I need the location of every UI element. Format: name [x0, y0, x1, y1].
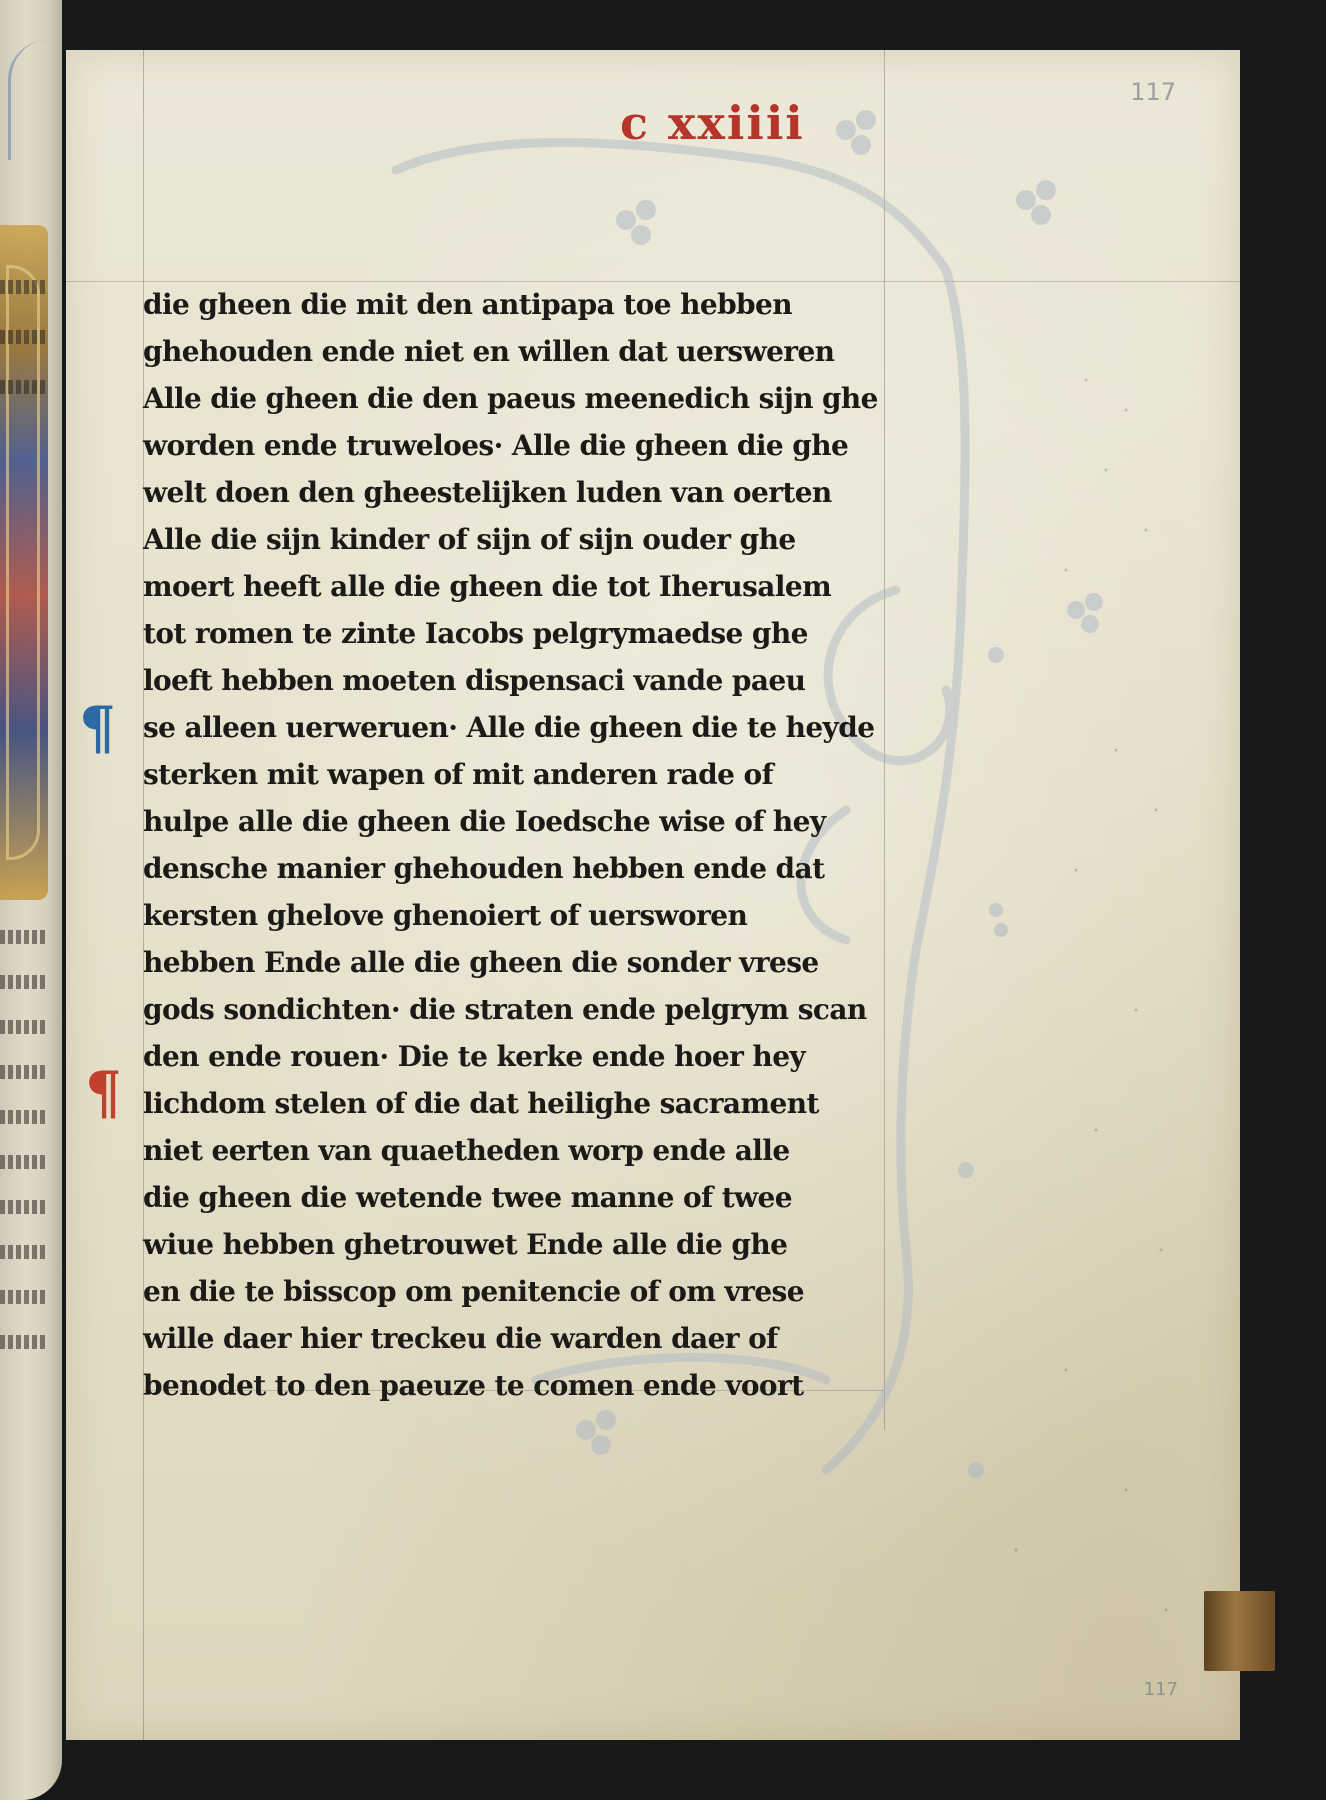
- text-line: wille daer hier treckeu die warden daer of: [143, 1322, 778, 1355]
- text-line: se alleen uerweruen· Alle die gheen die te heyde: [143, 711, 875, 744]
- text-fragment: [0, 1155, 48, 1169]
- text-line: welt doen den gheestelijken luden van oerten: [143, 476, 832, 509]
- text-fragment: [0, 380, 48, 394]
- text-line: benodet to den paeuze te comen ende voort: [143, 1369, 804, 1402]
- text-line: worden ende truweloes· Alle die gheen die ghe: [143, 429, 849, 462]
- text-block: [143, 281, 878, 1409]
- text-line: wiue hebben ghetrouwet Ende alle die ghe: [143, 1228, 788, 1261]
- text-line: hebben Ende alle die gheen die sonder vrese: [143, 946, 819, 979]
- text-fragment: [0, 1065, 48, 1079]
- text-fragment: [0, 330, 48, 344]
- bookmark-tab: [1204, 1591, 1275, 1671]
- corner-folio-mark: 117: [1143, 1679, 1178, 1700]
- text-line: tot romen te zinte Iacobs pelgrymaedse ghe: [143, 617, 808, 650]
- text-line: sterken mit wapen of mit anderen rade of: [143, 758, 774, 791]
- text-line: kersten ghelove ghenoiert of uersworen: [143, 899, 748, 932]
- text-fragment: [0, 1335, 48, 1349]
- text-line: die gheen die wetende twee manne of twee: [143, 1181, 792, 1214]
- text-line: densche manier ghehouden hebben ende dat: [143, 852, 825, 885]
- text-fragment: [0, 1110, 48, 1124]
- chapter-heading: c xxiiii: [620, 96, 805, 150]
- miniature-illumination: [0, 225, 48, 900]
- paraph-mark-red: ¶: [85, 1059, 122, 1127]
- previous-page-edge: [0, 0, 62, 1800]
- text-line: den ende rouen· Die te kerke ende hoer hey: [143, 1040, 806, 1073]
- text-fragment: [0, 930, 48, 944]
- penwork-sprig: [8, 40, 51, 160]
- text-line: hulpe alle die gheen die Ioedsche wise of hey: [143, 805, 826, 838]
- text-fragment: [0, 975, 48, 989]
- text-line: niet eerten van quaetheden worp ende alle: [143, 1134, 790, 1167]
- text-line: die gheen die mit den antipapa toe hebben: [143, 288, 792, 321]
- text-fragment: [0, 1020, 48, 1034]
- text-fragment: [0, 1200, 48, 1214]
- paraph-mark-blue: ¶: [79, 694, 116, 762]
- text-line: en die te bisscop om penitencie of om vrese: [143, 1275, 804, 1308]
- text-fragment: [0, 1290, 48, 1304]
- text-line: moert heeft alle die gheen die tot Iherusalem: [143, 570, 832, 603]
- ruling-line-right: [884, 50, 885, 1430]
- text-fragment: [0, 280, 48, 294]
- text-line: loeft hebben moeten dispensaci vande paeu: [143, 664, 806, 697]
- text-fragment: [0, 1245, 48, 1259]
- manuscript-folio: [66, 50, 1240, 1740]
- text-line: Alle die gheen die den paeus meenedich sijn ghe: [143, 382, 878, 415]
- text-line: lichdom stelen of die dat heilighe sacrament: [143, 1087, 819, 1120]
- text-line: ghehouden ende niet en willen dat uersweren: [143, 335, 835, 368]
- text-line: Alle die sijn kinder of sijn of sijn ouder ghe: [143, 523, 796, 556]
- text-line: gods sondichten· die straten ende pelgrym scan: [143, 993, 867, 1026]
- folio-number: 117: [1130, 78, 1176, 106]
